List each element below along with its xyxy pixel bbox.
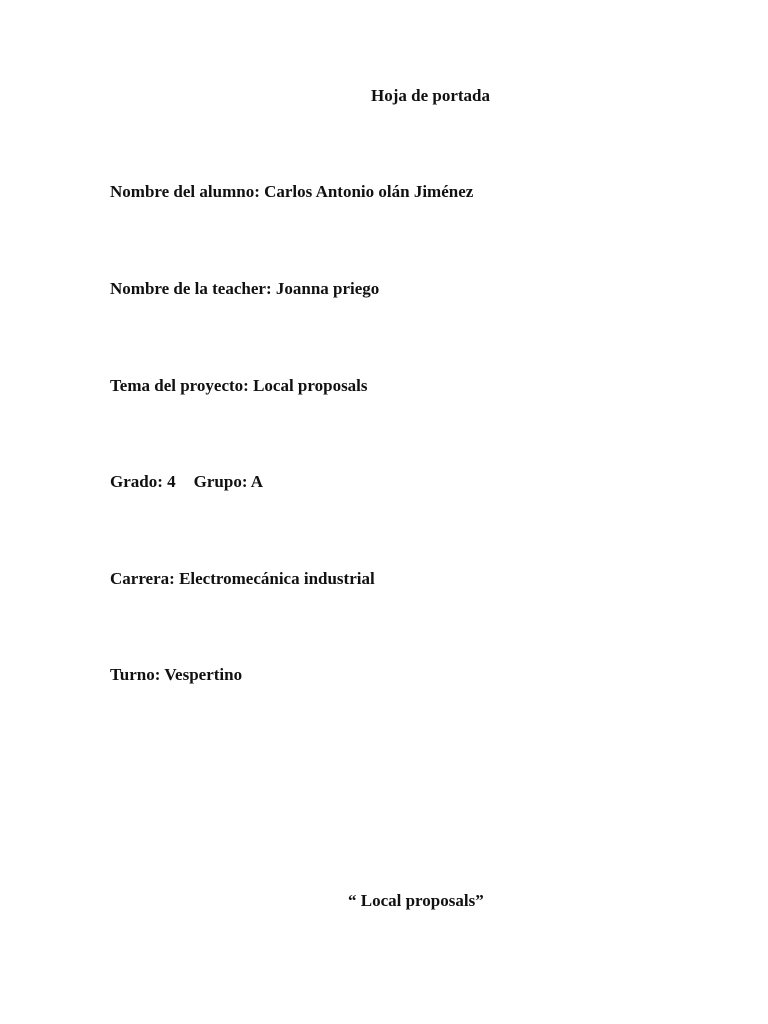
grade-group-line: [110, 472, 263, 492]
group-label: Grupo: A: [193, 472, 264, 491]
teacher-name-line: Nombre de la teacher: Joanna priego: [110, 279, 380, 298]
shift-line: Turno: Vespertino: [110, 665, 243, 684]
project-topic-line: Tema del proyecto: Local proposals: [110, 376, 368, 395]
page-title: Hoja de portada: [371, 86, 490, 105]
grade-label: Grado: 4: [110, 472, 176, 491]
student-name-line: Nombre del alumno: Carlos Antonio olán Jiménez: [110, 182, 474, 201]
closing-quote: “ Local proposals”: [348, 891, 484, 910]
career-line: Carrera: Electromecánica industrial: [110, 569, 375, 588]
